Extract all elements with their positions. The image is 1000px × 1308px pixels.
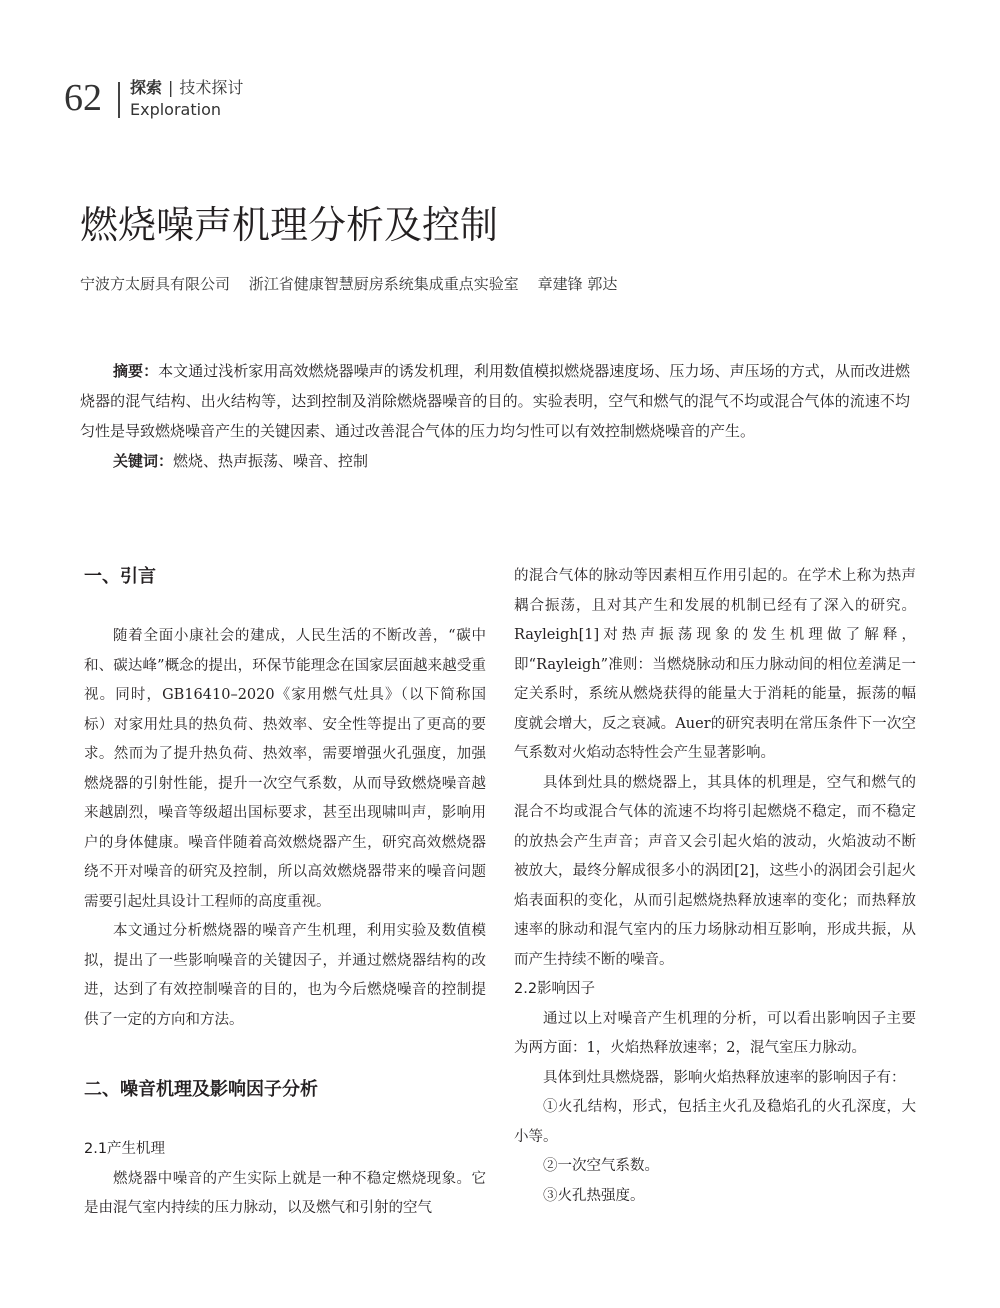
article-title: 燃烧噪声机理分析及控制 <box>80 203 499 247</box>
right-column <box>514 562 916 1211</box>
abstract-block <box>80 356 910 476</box>
abstract <box>80 356 910 446</box>
paragraph: 通过以上对噪音产生机理的分析，可以看出影响因子主要为两方面：1，火焰热释放速率；2，混气室压力脉动。 <box>514 1010 916 1056</box>
section-label <box>130 78 243 98</box>
section-heading-intro: 一、引言 <box>84 566 156 587</box>
paragraph: 的混合气体的脉动等因素相互作用引起的。在学术上称为热声耦合振荡，且对其产生和发展的机制已经有了深入的研究。Rayleigh[1]对热声振荡现象的发生机理做了解释，即“Rayleigh”准则：当燃烧脉动和压力脉动间的相位差满足一定关系时，系统从燃烧获得的能量大于消耗的能量，振荡的幅度就会增大，反之衰减。Auer的研究表明在常压条件下一次空气系数对火焰动态特性会产生显著影响。 <box>514 568 916 761</box>
list-item: ①火孔结构，形式，包括主火孔及稳焰孔的火孔深度，大小等。 <box>514 1099 916 1145</box>
header-divider <box>118 82 120 118</box>
paragraph: 具体到灶具燃烧器，影响火焰热释放速率的影响因子有： <box>543 1069 906 1086</box>
section-name: 探索 <box>130 78 163 97</box>
affiliation-1: 宁波方太厨具有限公司 <box>80 275 231 293</box>
paragraph: 燃烧器中噪音的产生实际上就是一种不稳定燃烧现象。它是由混气室内持续的压力脉动，以及燃气和引射的空气 <box>84 1170 486 1216</box>
keywords-label: 关键词： <box>113 452 174 470</box>
keywords <box>80 446 910 476</box>
abstract-text: 本文通过浅析家用高效燃烧器噪声的诱发机理，利用数值模拟燃烧器速度场、压力场、声压场的方式，从而改进燃烧器的混气结构、出火结构等，达到控制及消除燃烧器噪音的目的。实验表明，空气和燃气的混气不均或混合气体的流速不均匀性是导致燃烧噪音产生的关键因素、通过改善混合气体的压力均匀性可以有效控制燃烧噪音的产生。 <box>80 362 910 440</box>
keywords-text: 燃烧、热声振荡、噪音、控制 <box>173 452 369 470</box>
subsection-name: 技术探讨 <box>179 78 244 97</box>
abstract-label: 摘要： <box>113 362 159 380</box>
paragraph: 本文通过分析燃烧器的噪音产生机理，利用实验及数值模拟，提出了一些影响噪音的关键因子，并通过燃烧器结构的改进，达到了有效控制噪音的目的，也为今后燃烧噪音的控制提供了一定的方向和方法。 <box>84 923 486 1028</box>
subsection-heading-factors: 2.2影响因子 <box>514 981 596 997</box>
list-item: ②一次空气系数。 <box>543 1158 659 1174</box>
list-item: ③火孔热强度。 <box>543 1187 645 1204</box>
page-number: 62 <box>64 77 102 119</box>
section-name-en: Exploration <box>130 100 221 119</box>
subsection-heading-mechanism: 2.1产生机理 <box>84 1141 166 1157</box>
section-heading-mechanism: 二、噪音机理及影响因子分析 <box>84 1079 318 1100</box>
author-names: 章建锋 郭达 <box>537 275 618 293</box>
left-column <box>84 562 486 1224</box>
paragraph: 具体到灶具的燃烧器上，其具体的机理是，空气和燃气的混合不均或混合气体的流速不均将引起燃烧不稳定，而不稳定的放热会产生声音；声音又会引起火焰的波动，火焰波动不断被放大，最终分解成很多小的涡团[2]，这些小的涡团会引起火焰表面积的变化，从而引起燃烧热释放速率的变化；而热释放速率的脉动和混气室内的压力场脉动相互影响，形成共振，从而产生持续不断的噪音。 <box>514 774 916 968</box>
section-separator: | <box>168 78 174 97</box>
affiliation-2: 浙江省健康智慧厨房系统集成重点实验室 <box>248 275 519 293</box>
paragraph: 随着全面小康社会的建成，人民生活的不断改善，“碳中和、碳达峰”概念的提出，环保节能理念在国家层面越来越受重视。同时，GB16410–2020《家用燃气灶具》（以下简称国标）对家用灶具的热负荷、热效率、安全性等提出了更高的要求。然而为了提升热负荷、热效率，需要增强火孔强度，加强燃烧器的引射性能，提升一次空气系数，从而导致燃烧噪音越来越剧烈，噪音等级超出国标要求，甚至出现啸叫声，影响用户的身体健康。噪音伴随着高效燃烧器产生，研究高效燃烧器绕不开对噪音的研究及控制，所以高效燃烧器带来的噪音问题需要引起灶具设计工程师的高度重视。 <box>84 628 486 910</box>
author-line <box>80 274 631 294</box>
